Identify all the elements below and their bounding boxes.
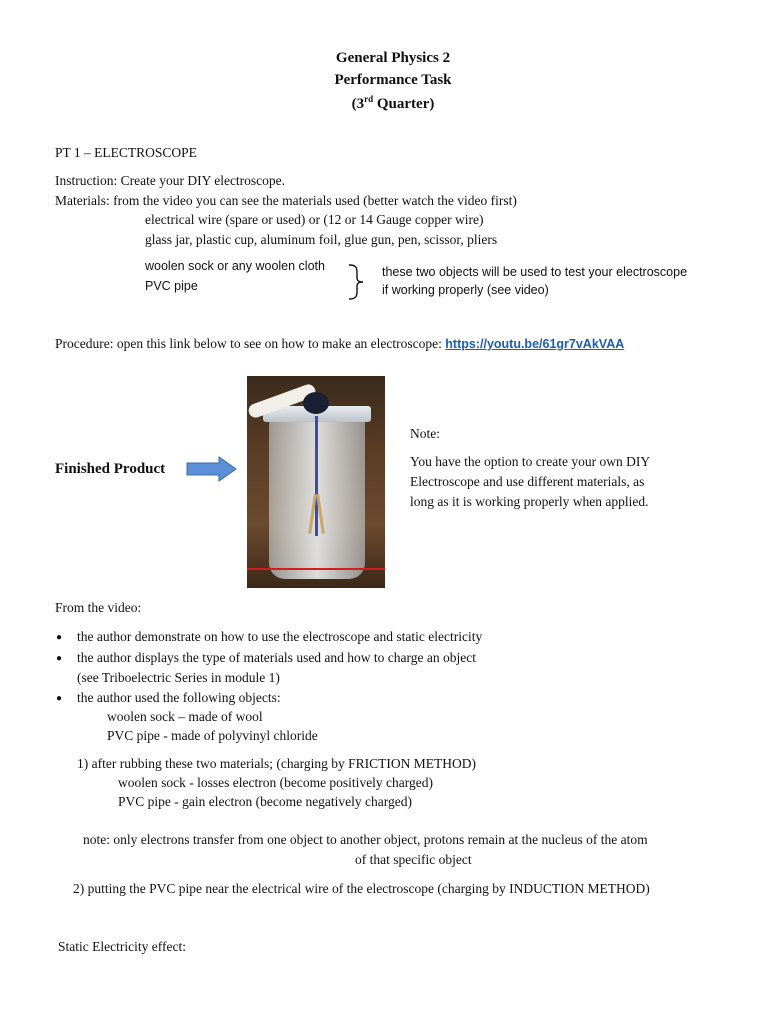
procedure-text: Procedure: open this link below to see on how to make an electroscope: [55, 336, 446, 351]
step-note-line-2: of that specific object [355, 852, 472, 867]
doc-title: General Physics 2 [335, 50, 451, 66]
procedure-link[interactable]: https://youtu.be/61gr7vAkVAA [445, 337, 625, 351]
quarter-post: Quarter) [373, 96, 435, 112]
static-effect-heading: Static Electricity effect: [58, 939, 186, 954]
bullet-icon: ● [56, 632, 63, 643]
bullet-icon: ● [56, 693, 63, 704]
bullet-item-2: the author displays the type of materials used and how to charge an object [77, 650, 477, 665]
materials-line-4: PVC pipe [145, 279, 198, 293]
bullet-item-1: the author demonstrate on how to use the electroscope and static electricity [77, 629, 483, 644]
note-line-1: You have the option to create your own DIY [410, 454, 651, 469]
electroscope-wire [315, 416, 318, 536]
quarter-sup: rd [364, 94, 374, 104]
step-1-b: PVC pipe - gain electron (become negatively charged) [118, 794, 413, 809]
video-progress-bar [247, 568, 385, 570]
doc-subtitle: Performance Task [334, 72, 452, 88]
bullet-icon: ● [56, 653, 63, 664]
doc-quarter [0, 94, 768, 113]
step-2: 2) putting the PVC pipe near the electrical wire of the electroscope (charging by INDUCTION METHOD) [73, 881, 650, 896]
materials-line-1: electrical wire (spare or used) or (12 or 14 Gauge copper wire) [145, 212, 484, 227]
step-note-line-1: note: only electrons transfer from one object to another object, protons remain at the nucleus of the atom [83, 832, 648, 847]
procedure-line [55, 336, 624, 352]
note-line-2: Electroscope and use different materials, as [410, 474, 645, 489]
electroscope-photo [247, 376, 385, 588]
woolen-sock [303, 392, 329, 414]
materials-line-3: woolen sock or any woolen cloth [145, 259, 325, 273]
object-line-1: woolen sock – made of wool [107, 709, 263, 724]
materials-note-2: if working properly (see video) [382, 283, 549, 297]
from-video-heading: From the video: [55, 600, 142, 615]
materials-line-2: glass jar, plastic cup, aluminum foil, glue gun, pen, scissor, pliers [145, 232, 498, 247]
instruction-text: Instruction: Create your DIY electroscope. [55, 173, 286, 188]
materials-note-1: these two objects will be used to test your electroscope [382, 265, 688, 279]
right-arrow-icon [186, 456, 238, 482]
finished-product-label: Finished Product [55, 461, 166, 477]
materials-intro: Materials: from the video you can see the materials used (better watch the video first) [55, 193, 517, 208]
pt-heading: PT 1 – ELECTROSCOPE [55, 145, 197, 160]
right-brace-icon [345, 262, 371, 302]
step-1-a: woolen sock - losses electron (become positively charged) [118, 775, 434, 790]
bullet-item-2-cont: (see Triboelectric Series in module 1) [77, 670, 280, 685]
note-heading: Note: [410, 426, 440, 441]
quarter-pre: (3 [351, 96, 365, 112]
object-line-2: PVC pipe - made of polyvinyl chloride [107, 728, 318, 743]
note-line-3: long as it is working properly when applied. [410, 494, 649, 509]
bullet-item-3: the author used the following objects: [77, 690, 281, 705]
step-1: 1) after rubbing these two materials; (charging by FRICTION METHOD) [77, 756, 477, 771]
